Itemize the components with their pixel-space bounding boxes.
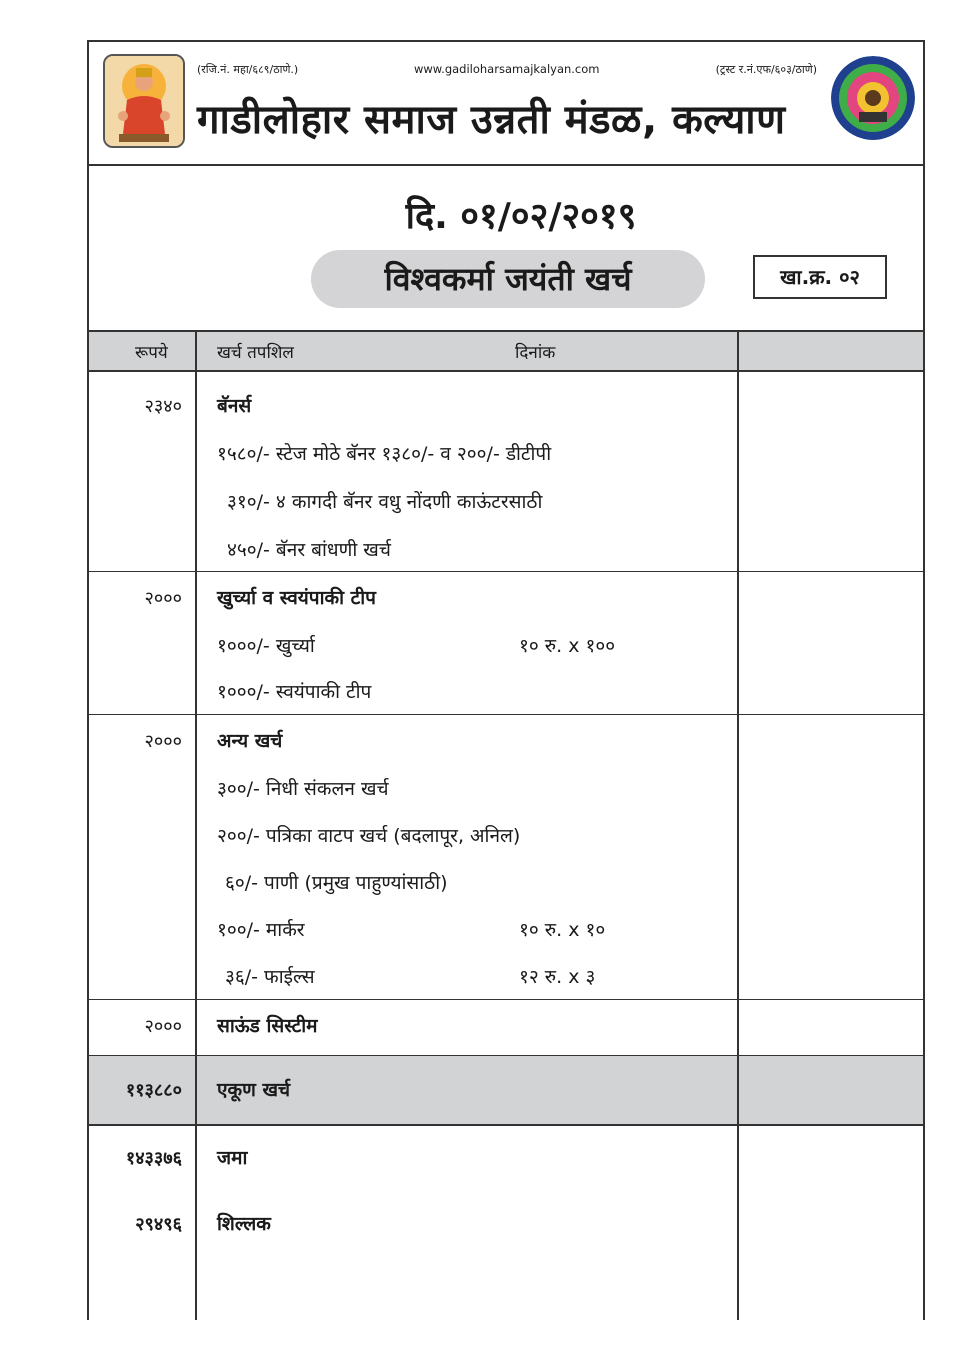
document-heading: विश्वकर्मा जयंती खर्च bbox=[311, 250, 705, 308]
row-line: ३००/- निधी संकलन खर्च bbox=[217, 778, 389, 800]
row-calculation: १२ रु. x ३ bbox=[519, 966, 596, 988]
deity-logo-icon bbox=[103, 54, 185, 148]
row-category: खुर्च्या व स्वयंपाकी टीप bbox=[217, 587, 376, 609]
row-line: ४५०/- बॅनर बांधणी खर्च bbox=[227, 539, 391, 561]
table-row bbox=[89, 572, 923, 715]
column-divider bbox=[737, 332, 739, 1320]
organization-name: गाडीलोहार समाज उन्नती मंडळ, कल्याण bbox=[197, 97, 786, 143]
row-amount: २००० bbox=[144, 1016, 182, 1037]
total-row bbox=[89, 1056, 923, 1126]
registration-right: (ट्रस्ट र.नं.एफ/६०३/ठाणे) bbox=[715, 63, 817, 76]
row-line: ३१०/- ४ कागदी बॅनर वधु नोंदणी काऊंटरसाठी bbox=[227, 491, 543, 513]
total-label: एकूण खर्च bbox=[217, 1079, 291, 1101]
document-date: दि. ०१/०२/२०१९ bbox=[405, 196, 637, 237]
summary-row bbox=[89, 1126, 923, 1322]
row-calculation: १० रु. x १० bbox=[519, 919, 606, 941]
row-category: अन्य खर्च bbox=[217, 730, 283, 752]
column-amount: रूपये bbox=[135, 343, 168, 363]
row-line: १०००/- स्वयंपाकी टीप bbox=[217, 681, 372, 703]
row-line: ६०/- पाणी (प्रमुख पाहुण्यांसाठी) bbox=[225, 872, 448, 894]
row-calculation: १० रु. x १०० bbox=[519, 635, 616, 657]
row-line: २००/- पत्रिका वाटप खर्च (बदलापूर, अनिल) bbox=[217, 825, 521, 847]
balance-amount: २९४९६ bbox=[135, 1214, 182, 1235]
table-header bbox=[89, 332, 923, 372]
registration-left: (रजि.नं. महा/६८९/ठाणे.) bbox=[197, 63, 299, 76]
emblem-logo-icon bbox=[831, 56, 915, 140]
table-row bbox=[89, 1000, 923, 1056]
document-frame bbox=[87, 40, 925, 1320]
total-amount: ११३८८० bbox=[125, 1080, 182, 1101]
row-line: ३६/- फाईल्स bbox=[225, 966, 315, 988]
column-details: खर्च तपशिल bbox=[217, 343, 294, 363]
letterhead bbox=[89, 42, 923, 166]
row-line: १५८०/- स्टेज मोठे बॅनर १३८०/- व २००/- डीटीपी bbox=[217, 443, 552, 465]
row-category: साऊंड सिस्टीम bbox=[217, 1015, 318, 1037]
row-line: १००/- मार्कर bbox=[217, 919, 305, 941]
website-link[interactable]: www.gadiloharsamajkalyan.com bbox=[414, 62, 600, 76]
row-amount: २००० bbox=[144, 588, 182, 609]
table-row bbox=[89, 715, 923, 1000]
row-category: बॅनर्स bbox=[217, 395, 252, 417]
row-line: १०००/- खुर्च्या bbox=[217, 635, 315, 657]
row-amount: २३४० bbox=[144, 396, 182, 417]
deposit-label: जमा bbox=[217, 1147, 248, 1169]
table-row bbox=[89, 372, 923, 572]
account-number-box: खा.क्र. ०२ bbox=[753, 255, 887, 299]
deposit-amount: १४३३७६ bbox=[125, 1148, 182, 1169]
column-date: दिनांक bbox=[515, 343, 556, 363]
balance-label: शिल्लक bbox=[217, 1213, 271, 1235]
row-amount: २००० bbox=[144, 731, 182, 752]
column-divider bbox=[195, 332, 197, 1320]
